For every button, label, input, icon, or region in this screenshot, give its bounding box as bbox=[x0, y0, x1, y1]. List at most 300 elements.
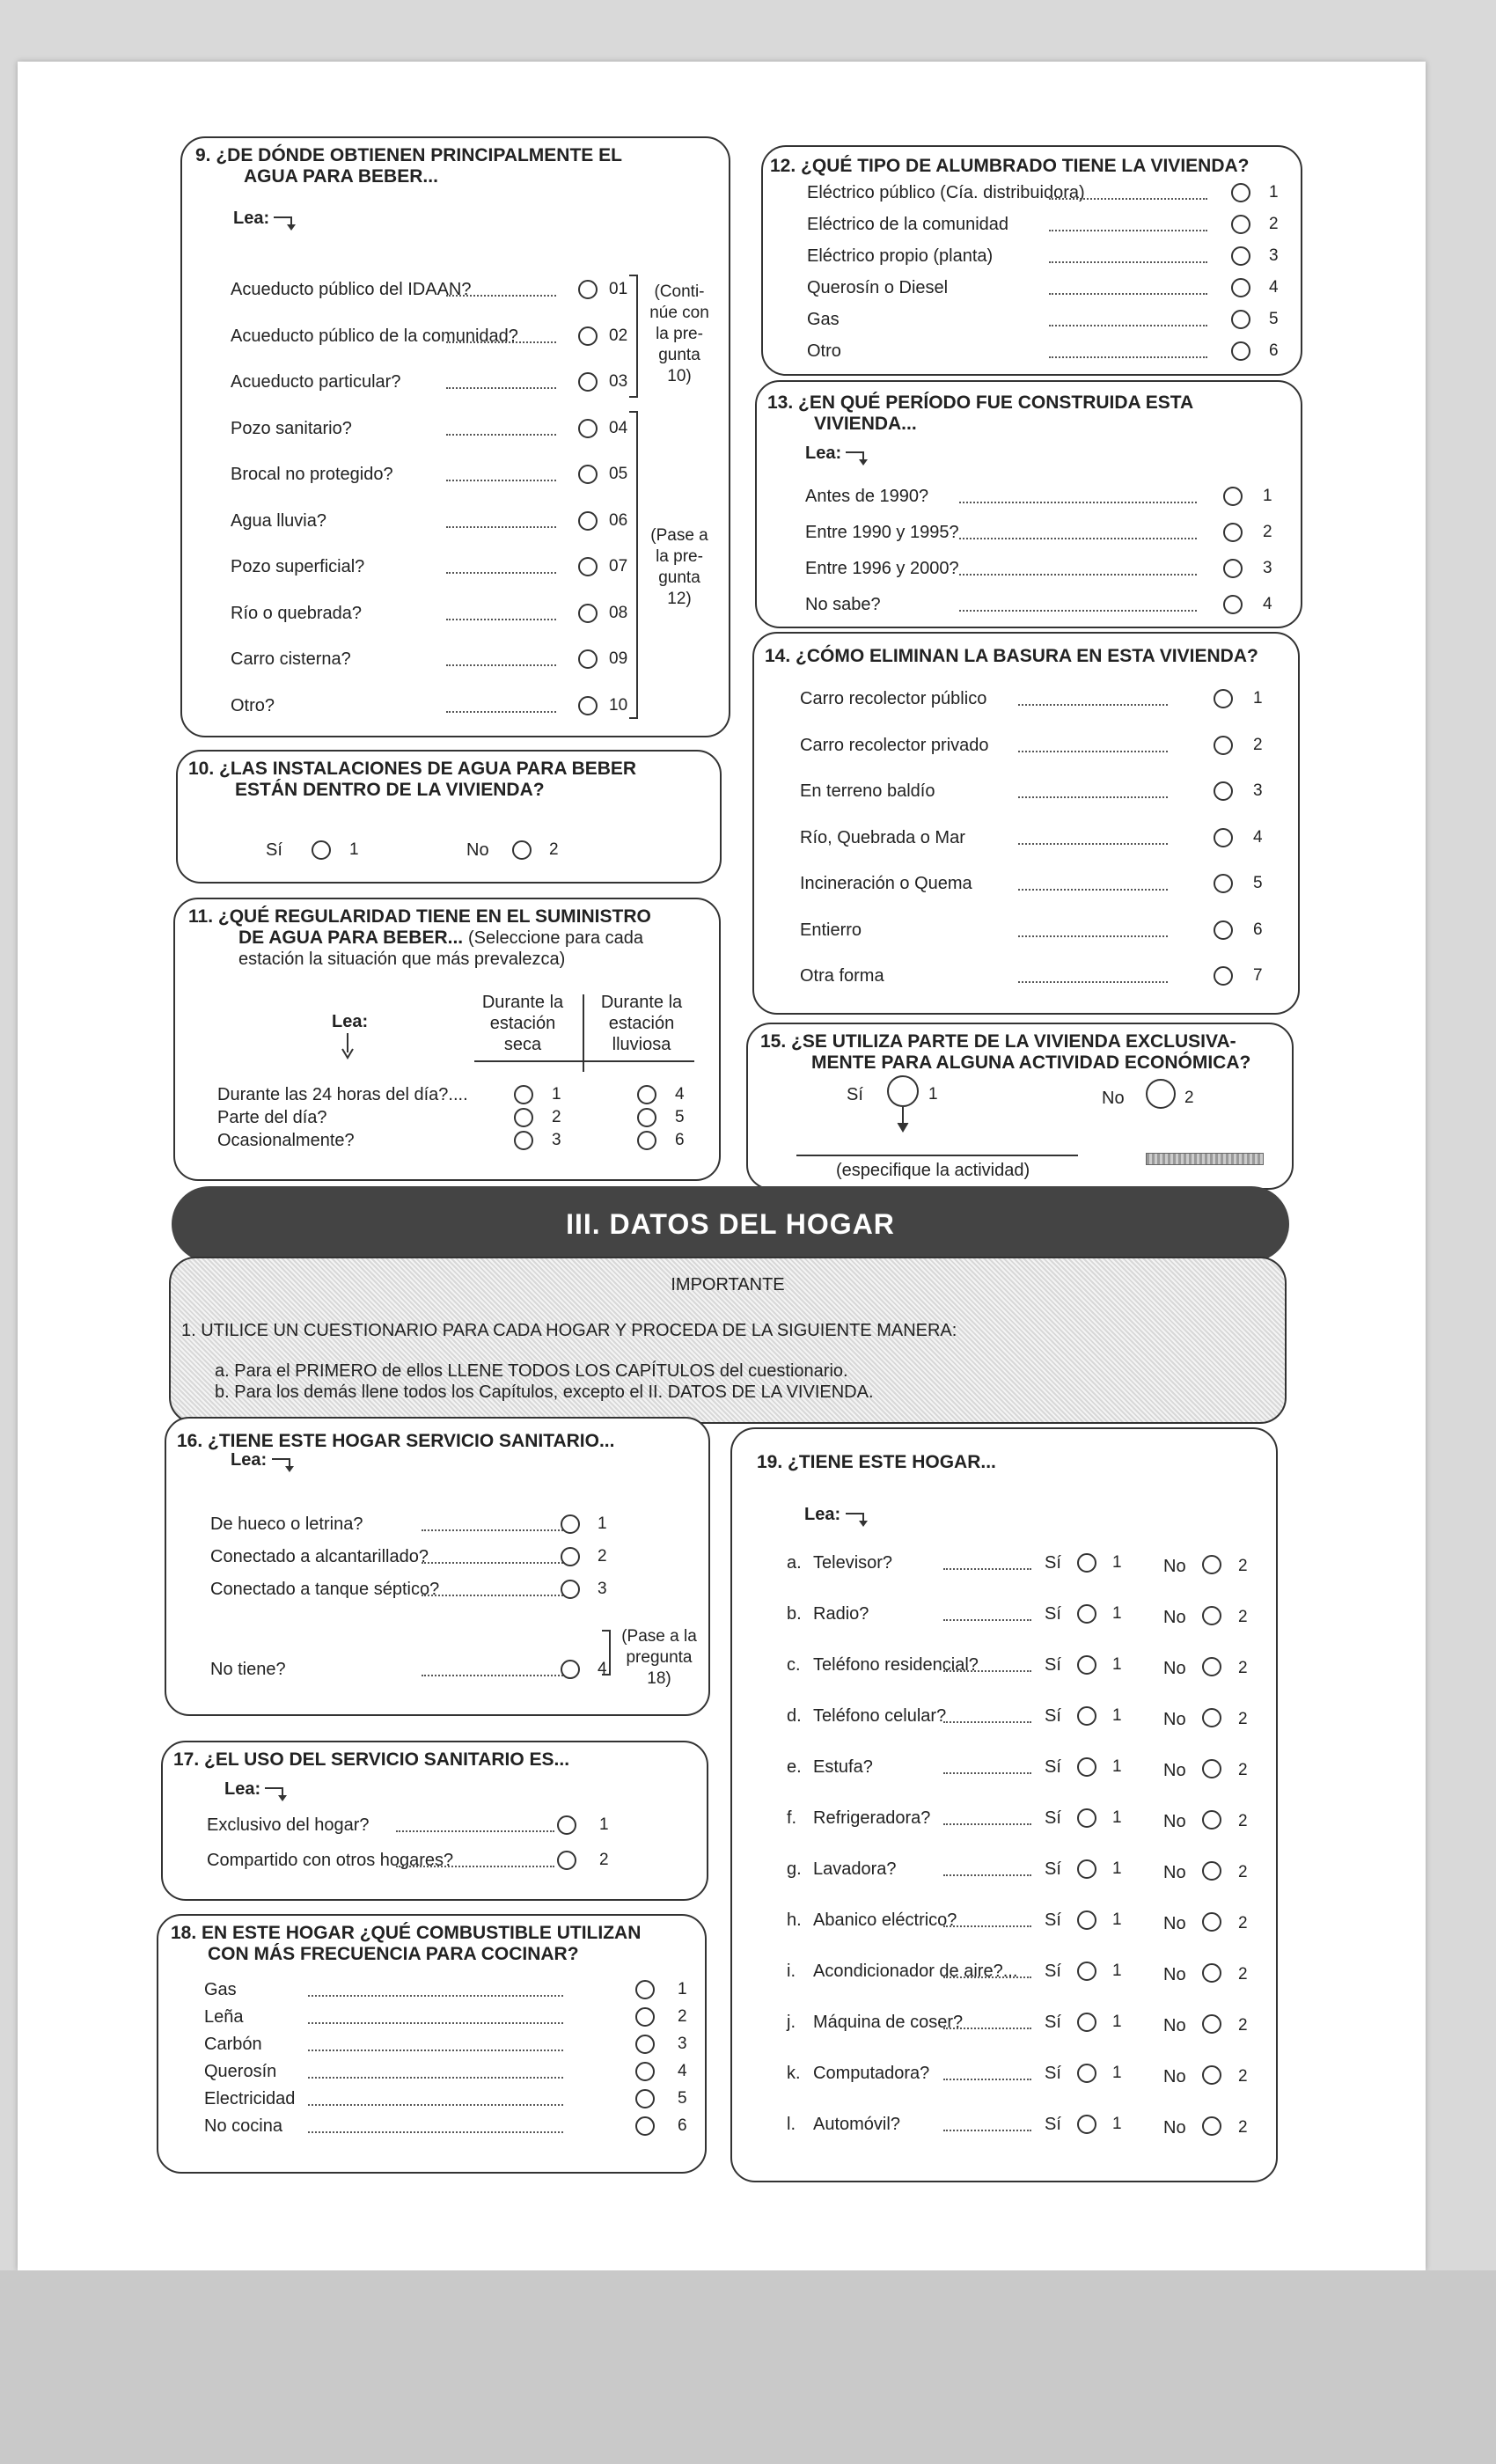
q19-leader-dots bbox=[943, 1568, 1031, 1570]
q16-bracket bbox=[602, 1630, 611, 1676]
q9-option-radio[interactable] bbox=[578, 604, 598, 623]
q19-si-label: Sí bbox=[1045, 2115, 1061, 2134]
q19-si-radio[interactable] bbox=[1077, 1808, 1096, 1828]
q19-si-code: 1 bbox=[1112, 1604, 1122, 1623]
q19-si-label: Sí bbox=[1045, 2064, 1061, 2083]
q19-no-label: No bbox=[1163, 2118, 1186, 2138]
q19-si-radio[interactable] bbox=[1077, 2115, 1096, 2134]
q9-option-code: 03 bbox=[609, 372, 628, 391]
q19-no-radio[interactable] bbox=[1202, 1606, 1221, 1625]
q12-option-radio[interactable] bbox=[1231, 183, 1250, 202]
q18-leader-dots bbox=[308, 2022, 563, 2024]
q18-option-code: 5 bbox=[678, 2089, 687, 2108]
q14-option-radio[interactable] bbox=[1214, 781, 1233, 801]
q19-si-label: Sí bbox=[1045, 1910, 1061, 1930]
q13-option-radio[interactable] bbox=[1223, 523, 1243, 542]
q17-box bbox=[161, 1741, 708, 1901]
q13-option-radio[interactable] bbox=[1223, 595, 1243, 614]
q10-no-radio[interactable] bbox=[512, 840, 532, 860]
q17-leader-dots bbox=[396, 1866, 554, 1867]
q19-item-letter: g. bbox=[787, 1859, 802, 1879]
q14-option-code: 2 bbox=[1253, 735, 1263, 754]
q18-option-label: Gas bbox=[204, 1980, 237, 1999]
q9-bracket-continue bbox=[629, 275, 638, 398]
q19-item-label: Lavadora? bbox=[813, 1859, 897, 1879]
q19-no-radio[interactable] bbox=[1202, 1708, 1221, 1727]
arrow-down-icon bbox=[846, 1510, 869, 1528]
q18-option-code: 2 bbox=[678, 2007, 687, 2026]
q12-option-radio[interactable] bbox=[1231, 341, 1250, 361]
q9-option-code: 01 bbox=[609, 280, 628, 298]
q15-box bbox=[746, 1023, 1294, 1190]
q19-si-radio[interactable] bbox=[1077, 1604, 1096, 1624]
q9-option-radio[interactable] bbox=[578, 326, 598, 346]
q12-option-radio[interactable] bbox=[1231, 278, 1250, 297]
q19-item-letter: k. bbox=[787, 2064, 801, 2083]
q19-si-label: Sí bbox=[1045, 2013, 1061, 2032]
q19-no-radio[interactable] bbox=[1202, 1555, 1221, 1574]
q9-leader-dots bbox=[446, 387, 556, 389]
q18-title: 18. EN ESTE HOGAR ¿QUÉ COMBUSTIBLE UTILIZAN bbox=[171, 1923, 642, 1943]
q16-option-label: Conectado a alcantarillado? bbox=[210, 1547, 429, 1566]
q11-rainy-radio[interactable] bbox=[637, 1085, 656, 1104]
q11-rainy-code: 6 bbox=[675, 1131, 685, 1149]
q9-option-label: Acueducto particular? bbox=[231, 372, 401, 392]
q19-si-code: 1 bbox=[1112, 1655, 1122, 1674]
q15-si-code: 1 bbox=[928, 1085, 938, 1104]
q14-option-radio[interactable] bbox=[1214, 689, 1233, 708]
arrow-down-icon bbox=[274, 214, 297, 231]
q16-lea: Lea: bbox=[231, 1450, 268, 1470]
arrow-down-icon bbox=[272, 1456, 295, 1473]
q16-option-label: Conectado a tanque séptico? bbox=[210, 1580, 440, 1599]
q19-si-code: 1 bbox=[1112, 2064, 1122, 2082]
q19-no-code: 2 bbox=[1238, 2067, 1248, 2086]
q9-option-code: 06 bbox=[609, 510, 628, 530]
q14-option-radio[interactable] bbox=[1214, 920, 1233, 940]
q12-option-code: 3 bbox=[1269, 246, 1279, 265]
q19-lea: Lea: bbox=[804, 1505, 841, 1524]
q15-si-label: Sí bbox=[847, 1085, 863, 1104]
q19-item-letter: d. bbox=[787, 1706, 802, 1726]
q11-dry-radio[interactable] bbox=[514, 1108, 533, 1127]
q12-leader-dots bbox=[1049, 293, 1207, 295]
q11-col-rainy-header: Durante la estación lluviosa bbox=[600, 993, 683, 1054]
q16-option-label: De hueco o letrina? bbox=[210, 1514, 363, 1534]
q9-option-label: Acueducto público del IDAAN? bbox=[231, 280, 472, 299]
q14-box bbox=[752, 632, 1300, 1015]
q9-option-radio[interactable] bbox=[578, 465, 598, 484]
q9-option-label: Agua lluvia? bbox=[231, 510, 326, 531]
q9-leader-dots bbox=[446, 664, 556, 666]
q12-box bbox=[761, 145, 1302, 376]
arrow-down-icon bbox=[846, 449, 869, 466]
q19-no-label: No bbox=[1163, 1761, 1186, 1780]
q12-option-radio[interactable] bbox=[1231, 215, 1250, 234]
q19-item-letter: c. bbox=[787, 1655, 801, 1675]
q9-leader-dots bbox=[446, 711, 556, 713]
q19-no-label: No bbox=[1163, 1710, 1186, 1729]
q19-si-radio[interactable] bbox=[1077, 1706, 1096, 1726]
q17-option-label: Exclusivo del hogar? bbox=[207, 1815, 370, 1835]
q19-si-code: 1 bbox=[1112, 2115, 1122, 2133]
q14-option-code: 3 bbox=[1253, 781, 1263, 800]
q9-option-code: 02 bbox=[609, 326, 628, 345]
q13-box bbox=[755, 380, 1302, 628]
q19-item-letter: h. bbox=[787, 1910, 802, 1930]
q10-no-label: No bbox=[466, 840, 489, 860]
q9-leader-dots bbox=[446, 526, 556, 528]
q19-no-code: 2 bbox=[1238, 1710, 1248, 1728]
q17-option-radio[interactable] bbox=[557, 1815, 576, 1835]
q9-note-skip: (Pase a la pre- gunta 12) bbox=[650, 526, 708, 608]
q11-row-label: Ocasionalmente? bbox=[217, 1131, 355, 1150]
q16-option-radio[interactable] bbox=[561, 1547, 580, 1566]
q18-option-label: Querosín bbox=[204, 2062, 277, 2081]
q12-option-label: Eléctrico de la comunidad bbox=[807, 215, 1009, 234]
q18-option-radio[interactable] bbox=[635, 2062, 655, 2081]
q19-si-label: Sí bbox=[1045, 1962, 1061, 1981]
q19-si-radio[interactable] bbox=[1077, 1859, 1096, 1879]
q15-si-radio[interactable] bbox=[887, 1075, 919, 1107]
q14-option-radio[interactable] bbox=[1214, 874, 1233, 893]
q14-option-label: Otra forma bbox=[800, 966, 884, 986]
q14-option-code: 1 bbox=[1253, 689, 1263, 708]
q19-no-label: No bbox=[1163, 1914, 1186, 1933]
q16-option-label: No tiene? bbox=[210, 1660, 286, 1679]
q14-option-code: 6 bbox=[1253, 920, 1263, 939]
q18-option-code: 3 bbox=[678, 2035, 687, 2053]
q15-no-code: 2 bbox=[1184, 1089, 1194, 1107]
q11-row-label: Parte del día? bbox=[217, 1108, 327, 1127]
q9-leader-dots bbox=[446, 619, 556, 620]
q19-leader-dots bbox=[943, 1925, 1031, 1927]
q19-si-radio[interactable] bbox=[1077, 2013, 1096, 2032]
q19-si-code: 1 bbox=[1112, 1910, 1122, 1929]
q14-leader-dots bbox=[1018, 843, 1168, 845]
q19-si-radio[interactable] bbox=[1077, 1553, 1096, 1573]
q19-no-radio[interactable] bbox=[1202, 1810, 1221, 1830]
q9-option-radio[interactable] bbox=[578, 419, 598, 438]
q12-title: 12. ¿QUÉ TIPO DE ALUMBRADO TIENE LA VIVIENDA? bbox=[770, 156, 1250, 176]
important-line-a: a. Para el PRIMERO de ellos LLENE TODOS LOS CAPÍTULOS del cuestionario. bbox=[215, 1361, 848, 1381]
q9-note-continue: (Conti- núe con la pre- gunta 10) bbox=[649, 282, 709, 385]
q19-si-radio[interactable] bbox=[1077, 1910, 1096, 1930]
q19-no-radio[interactable] bbox=[1202, 2014, 1221, 2034]
q19-si-code: 1 bbox=[1112, 1706, 1122, 1725]
q16-note: (Pase a la pregunta 18) bbox=[621, 1627, 697, 1688]
q11-instruction: estación la situación que más prevalezca) bbox=[238, 950, 566, 969]
q14-option-radio[interactable] bbox=[1214, 966, 1233, 986]
q19-no-label: No bbox=[1163, 1965, 1186, 1984]
q12-option-label: Eléctrico propio (planta) bbox=[807, 246, 994, 266]
important-notice bbox=[169, 1257, 1287, 1424]
q11-dry-code: 3 bbox=[552, 1131, 561, 1149]
q14-option-radio[interactable] bbox=[1214, 736, 1233, 755]
q19-item-letter: a. bbox=[787, 1553, 802, 1573]
q9-option-radio[interactable] bbox=[578, 372, 598, 392]
q14-option-code: 4 bbox=[1253, 827, 1263, 847]
important-line-b: b. Para los demás llene todos los Capítulos, excepto el II. DATOS DE LA VIVIENDA. bbox=[215, 1382, 874, 1402]
q17-option-code: 1 bbox=[599, 1815, 609, 1834]
q19-no-label: No bbox=[1163, 1863, 1186, 1882]
q13-leader-dots bbox=[959, 538, 1197, 539]
q19-no-code: 2 bbox=[1238, 1863, 1248, 1881]
q16-box bbox=[165, 1417, 710, 1716]
q19-leader-dots bbox=[943, 2130, 1031, 2131]
q14-option-label: Entierro bbox=[800, 920, 862, 940]
q16-option-radio[interactable] bbox=[561, 1580, 580, 1599]
q19-si-label: Sí bbox=[1045, 1604, 1061, 1624]
q14-leader-dots bbox=[1018, 796, 1168, 798]
q12-option-code: 2 bbox=[1269, 215, 1279, 233]
q12-option-code: 6 bbox=[1269, 341, 1279, 360]
q17-lea: Lea: bbox=[224, 1779, 261, 1799]
q13-option-code: 3 bbox=[1263, 559, 1272, 577]
q15-title-line2: MENTE PARA ALGUNA ACTIVIDAD ECONÓMICA? bbox=[811, 1052, 1251, 1073]
q19-no-radio[interactable] bbox=[1202, 1759, 1221, 1778]
q12-option-radio[interactable] bbox=[1231, 310, 1250, 329]
q14-leader-dots bbox=[1018, 935, 1168, 937]
q11-box bbox=[173, 898, 721, 1181]
q10-si-label: Sí bbox=[266, 840, 282, 860]
q9-leader-dots bbox=[446, 572, 556, 574]
arrow-down-icon bbox=[265, 1785, 288, 1802]
q19-item-letter: f. bbox=[787, 1808, 797, 1828]
q9-option-radio[interactable] bbox=[578, 557, 598, 576]
q13-option-label: Antes de 1990? bbox=[805, 487, 929, 506]
q14-option-label: En terreno baldío bbox=[800, 781, 935, 801]
q18-option-radio[interactable] bbox=[635, 2089, 655, 2108]
q19-leader-dots bbox=[943, 2079, 1031, 2080]
q13-option-radio[interactable] bbox=[1223, 487, 1243, 506]
q17-option-radio[interactable] bbox=[557, 1851, 576, 1870]
q19-no-code: 2 bbox=[1238, 1914, 1248, 1932]
q19-item-letter: i. bbox=[787, 1962, 796, 1981]
q19-item-letter: e. bbox=[787, 1757, 802, 1777]
q19-si-label: Sí bbox=[1045, 1859, 1061, 1879]
q18-option-label: Leña bbox=[204, 2007, 244, 2027]
q12-option-code: 1 bbox=[1269, 183, 1279, 202]
q13-option-code: 1 bbox=[1263, 487, 1272, 505]
q11-dry-radio[interactable] bbox=[514, 1131, 533, 1150]
q15-code-field[interactable] bbox=[1146, 1153, 1264, 1165]
q9-option-label: Acueducto público de la comunidad? bbox=[231, 326, 518, 346]
q19-title: 19. ¿TIENE ESTE HOGAR... bbox=[757, 1452, 996, 1472]
q14-option-code: 5 bbox=[1253, 874, 1263, 892]
q19-leader-dots bbox=[943, 1976, 1031, 1978]
q19-si-radio[interactable] bbox=[1077, 1655, 1096, 1675]
q9-lea: Lea: bbox=[233, 209, 270, 228]
section-title-bar: III. DATOS DEL HOGAR bbox=[172, 1186, 1289, 1262]
q19-no-code: 2 bbox=[1238, 1608, 1248, 1626]
q19-item-label: Refrigeradora? bbox=[813, 1808, 931, 1828]
q18-option-radio[interactable] bbox=[635, 2035, 655, 2054]
q14-option-label: Carro recolector privado bbox=[800, 735, 989, 755]
q16-option-code: 1 bbox=[598, 1514, 607, 1533]
q19-si-label: Sí bbox=[1045, 1706, 1061, 1726]
q14-option-radio[interactable] bbox=[1214, 828, 1233, 847]
q19-no-label: No bbox=[1163, 2016, 1186, 2035]
q16-title: 16. ¿TIENE ESTE HOGAR SERVICIO SANITARIO... bbox=[177, 1431, 615, 1451]
q9-option-label: Carro cisterna? bbox=[231, 649, 351, 669]
arrow-down-icon bbox=[894, 1107, 912, 1133]
q19-si-radio[interactable] bbox=[1077, 1757, 1096, 1777]
q10-title-line2: ESTÁN DENTRO DE LA VIVIENDA? bbox=[235, 780, 545, 800]
q11-dry-radio[interactable] bbox=[514, 1085, 533, 1104]
q19-item-label: Computadora? bbox=[813, 2064, 930, 2083]
q15-no-radio[interactable] bbox=[1146, 1079, 1176, 1109]
q19-si-radio[interactable] bbox=[1077, 2064, 1096, 2083]
q19-item-label: Radio? bbox=[813, 1604, 869, 1624]
q12-option-label: Otro bbox=[807, 341, 841, 361]
q9-option-radio[interactable] bbox=[578, 649, 598, 669]
q19-no-label: No bbox=[1163, 1608, 1186, 1627]
q19-no-label: No bbox=[1163, 1812, 1186, 1831]
q9-bracket-skip bbox=[629, 411, 638, 719]
q18-leader-dots bbox=[308, 1995, 563, 1997]
q19-no-code: 2 bbox=[1238, 1965, 1248, 1984]
q9-option-label: Pozo superficial? bbox=[231, 557, 365, 576]
q19-item-label: Máquina de coser? bbox=[813, 2013, 964, 2032]
q11-rainy-radio[interactable] bbox=[637, 1131, 656, 1150]
q18-option-code: 6 bbox=[678, 2116, 687, 2135]
q12-option-radio[interactable] bbox=[1231, 246, 1250, 266]
q19-no-radio[interactable] bbox=[1202, 2116, 1221, 2136]
q14-leader-dots bbox=[1018, 981, 1168, 983]
q12-option-code: 5 bbox=[1269, 310, 1279, 328]
q19-no-radio[interactable] bbox=[1202, 2065, 1221, 2085]
q19-no-code: 2 bbox=[1238, 1557, 1248, 1575]
scanner-background bbox=[0, 2270, 1496, 2464]
q13-option-radio[interactable] bbox=[1223, 559, 1243, 578]
q19-no-radio[interactable] bbox=[1202, 1861, 1221, 1881]
q16-leader-dots bbox=[422, 1595, 567, 1596]
q13-leader-dots bbox=[959, 610, 1197, 612]
q16-option-radio[interactable] bbox=[561, 1514, 580, 1534]
q14-leader-dots bbox=[1018, 751, 1168, 752]
q9-option-label: Río o quebrada? bbox=[231, 603, 363, 623]
q13-option-label: No sabe? bbox=[805, 595, 881, 614]
q13-option-code: 2 bbox=[1263, 523, 1272, 541]
q19-no-radio[interactable] bbox=[1202, 1912, 1221, 1932]
q19-no-code: 2 bbox=[1238, 1812, 1248, 1830]
q11-title: 11. ¿QUÉ REGULARIDAD TIENE EN EL SUMINISTRO bbox=[188, 906, 651, 927]
q12-leader-dots bbox=[1049, 325, 1207, 326]
q9-option-label: Otro? bbox=[231, 695, 275, 715]
q18-option-label: Electricidad bbox=[204, 2089, 296, 2108]
q16-option-code: 2 bbox=[598, 1547, 607, 1566]
q9-option-code: 10 bbox=[609, 695, 628, 715]
q16-option-radio[interactable] bbox=[561, 1660, 580, 1679]
q18-option-radio[interactable] bbox=[635, 1980, 655, 1999]
q11-rainy-radio[interactable] bbox=[637, 1108, 656, 1127]
q12-leader-dots bbox=[1049, 230, 1207, 231]
q13-leader-dots bbox=[959, 502, 1197, 503]
q19-item-letter: j. bbox=[787, 2013, 796, 2032]
q19-si-code: 1 bbox=[1112, 1808, 1122, 1827]
q11-rainy-code: 4 bbox=[675, 1085, 685, 1104]
q10-si-radio[interactable] bbox=[312, 840, 331, 860]
q15-specify-line[interactable] bbox=[796, 1155, 1078, 1156]
q11-col-dry-header: Durante la estación seca bbox=[481, 993, 564, 1054]
q11-dry-code: 2 bbox=[552, 1108, 561, 1126]
q14-leader-dots bbox=[1018, 889, 1168, 891]
q18-leader-dots bbox=[308, 2104, 563, 2106]
q13-leader-dots bbox=[959, 574, 1197, 576]
q19-leader-dots bbox=[943, 1772, 1031, 1774]
q14-option-label: Incineración o Quema bbox=[800, 874, 972, 893]
q14-option-label: Carro recolector público bbox=[800, 689, 987, 708]
q13-title: 13. ¿EN QUÉ PERÍODO FUE CONSTRUIDA ESTA bbox=[767, 392, 1194, 413]
q18-option-radio[interactable] bbox=[635, 2007, 655, 2027]
important-title: IMPORTANTE bbox=[671, 1275, 785, 1294]
q19-no-label: No bbox=[1163, 2067, 1186, 2086]
q19-item-label: Teléfono celular? bbox=[813, 1706, 947, 1726]
q19-item-label: Televisor? bbox=[813, 1553, 893, 1573]
q19-no-label: No bbox=[1163, 1659, 1186, 1678]
q11-row-label: Durante las 24 horas del día?.... bbox=[217, 1085, 468, 1104]
q9-option-radio[interactable] bbox=[578, 280, 598, 299]
q15-specify-label: (especifique la actividad) bbox=[836, 1161, 1030, 1180]
q19-leader-dots bbox=[943, 1721, 1031, 1723]
q11-title-line2: DE AGUA PARA BEBER... (Seleccione para cada bbox=[238, 928, 643, 948]
q10-title: 10. ¿LAS INSTALACIONES DE AGUA PARA BEBER bbox=[188, 759, 637, 779]
q18-leader-dots bbox=[308, 2050, 563, 2051]
q19-item-label: Abanico eléctrico? bbox=[813, 1910, 957, 1930]
q19-si-code: 1 bbox=[1112, 2013, 1122, 2031]
q11-dry-code: 1 bbox=[552, 1085, 561, 1104]
q18-option-code: 4 bbox=[678, 2062, 687, 2080]
q19-no-radio[interactable] bbox=[1202, 1657, 1221, 1676]
q13-lea: Lea: bbox=[805, 444, 842, 463]
q13-option-code: 4 bbox=[1263, 595, 1272, 613]
q16-leader-dots bbox=[422, 1529, 567, 1531]
arrow-down-icon bbox=[339, 1033, 356, 1060]
q18-option-code: 1 bbox=[678, 1980, 687, 1998]
q15-no-label: No bbox=[1102, 1089, 1125, 1108]
q19-no-radio[interactable] bbox=[1202, 1963, 1221, 1983]
q16-option-code: 4 bbox=[598, 1660, 607, 1678]
q19-leader-dots bbox=[943, 1670, 1031, 1672]
q13-option-label: Entre 1990 y 1995? bbox=[805, 523, 959, 542]
q19-no-label: No bbox=[1163, 1557, 1186, 1576]
q12-option-label: Gas bbox=[807, 310, 840, 329]
q9-option-label: Pozo sanitario? bbox=[231, 418, 352, 438]
q19-si-label: Sí bbox=[1045, 1553, 1061, 1573]
q16-leader-dots bbox=[422, 1675, 567, 1676]
q19-box bbox=[730, 1427, 1278, 2182]
q19-item-label: Acondicionador de aire?... bbox=[813, 1962, 1018, 1981]
q18-option-radio[interactable] bbox=[635, 2116, 655, 2136]
q12-leader-dots bbox=[1049, 198, 1207, 200]
q19-item-letter: l. bbox=[787, 2115, 796, 2134]
q15-title: 15. ¿SE UTILIZA PARTE DE LA VIVIENDA EXCLUSIVA- bbox=[760, 1031, 1236, 1052]
q9-option-label: Brocal no protegido? bbox=[231, 465, 393, 484]
q18-leader-dots bbox=[308, 2077, 563, 2079]
q19-item-label: Estufa? bbox=[813, 1757, 873, 1777]
q11-header-rule bbox=[474, 1060, 694, 1062]
q19-si-radio[interactable] bbox=[1077, 1962, 1096, 1981]
q9-option-radio[interactable] bbox=[578, 696, 598, 715]
q19-no-code: 2 bbox=[1238, 1659, 1248, 1677]
q9-leader-dots bbox=[446, 480, 556, 481]
q19-item-label: Automóvil? bbox=[813, 2115, 900, 2134]
q9-option-code: 05 bbox=[609, 465, 628, 483]
q14-option-code: 7 bbox=[1253, 966, 1263, 985]
q9-option-radio[interactable] bbox=[578, 511, 598, 531]
q9-title: 9. ¿DE DÓNDE OBTIENEN PRINCIPALMENTE EL bbox=[195, 145, 622, 165]
